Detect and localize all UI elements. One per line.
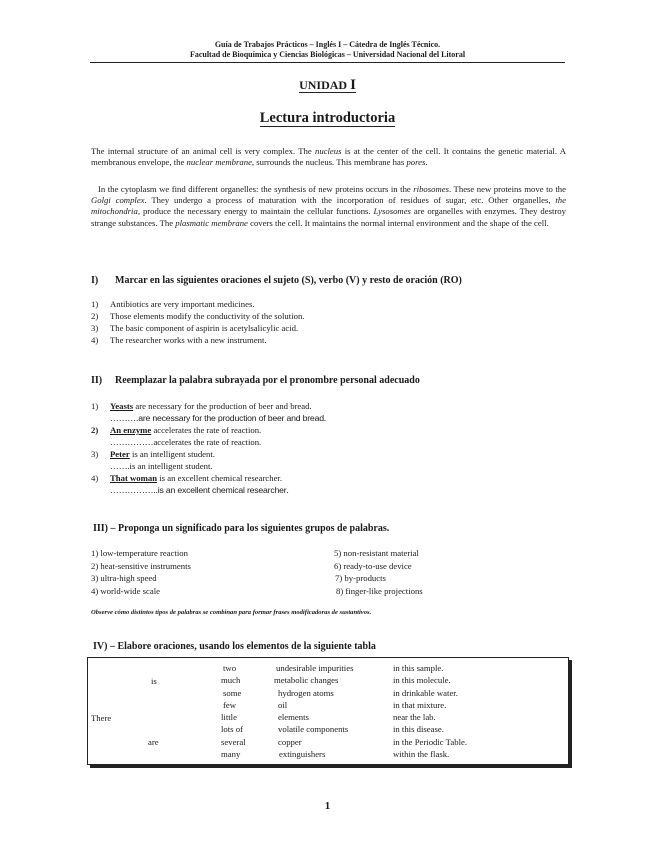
table-places: in this sample. in this molecule. in drinkable water. in that mixture. near the lab. in this disease. in the Periodic Table. within the flask. — [393, 663, 468, 760]
phrase-item: 6) ready-to-use device — [334, 560, 412, 571]
table-verb-are: are — [148, 737, 159, 747]
section-1-item: 4) The researcher works with a new instrument. — [91, 335, 267, 345]
table-verb-is: is — [151, 676, 157, 686]
table-quantifiers: two much some few little lots of several many — [221, 663, 246, 760]
section-1-item: 3) The basic component of aspirin is acetylsalicylic acid. — [91, 323, 299, 333]
reading-title: Lectura introductoria — [259, 110, 396, 126]
section-3-right-list — [334, 547, 423, 597]
phrase-item: 4) world-wide scale — [91, 585, 160, 596]
section-2-answer: ……….are necessary for the production of beer and bread. — [110, 413, 326, 423]
section-3-title: III) – Proponga un significado para los siguientes grupos de palabras. — [93, 523, 390, 534]
section-3-left-list — [91, 547, 191, 597]
section-2-answer: …….is an intelligent student. — [110, 461, 213, 471]
phrase-item: 3) ultra-high speed — [91, 573, 157, 583]
unit-number: I — [350, 77, 356, 93]
section-2-item: 1) Yeasts are necessary for the production of beer and bread. — [91, 401, 312, 411]
phrase-item: 7) by-products — [335, 573, 386, 583]
unit-title — [0, 77, 655, 94]
section-1-item: 1) Antibiotics are very important medicines. — [91, 299, 255, 309]
phrase-item: 1) low-temperature reaction — [91, 548, 188, 558]
page-number: 1 — [324, 800, 331, 812]
section-2-item: 3) Peter is an intelligent student. — [91, 449, 215, 459]
table-there: There — [91, 713, 112, 723]
section-1-item: 2) Those elements modify the conductivity of the solution. — [91, 311, 305, 321]
reading-paragraph-1: The internal structure of an animal cell is very complex. The nucleus is at the center of the cell. It contains the genetic material. A membranous envelope, the nuclear membrane, surrounds the nucleus. This membrane has pores. — [91, 146, 567, 168]
phrase-item: 5) non-resistant material — [334, 548, 419, 558]
section-2-answer: ……………..is an excellent chemical researcher. — [110, 485, 289, 495]
section-2-answer: ……………accelerates the rate of reaction. — [110, 437, 262, 447]
section-3-note: Observe cómo distintos tipos de palabras se combinan para formar frases modificadoras de sustantivos. — [91, 609, 372, 616]
section-1-title: I) Marcar en las siguientes oraciones el sujeto (S), verbo (V) y resto de oración (RO) — [91, 275, 462, 286]
header-line-1: Guía de Trabajos Prácticos – Inglés I – Cátedra de Inglés Técnico. — [214, 40, 441, 49]
section-4-title: IV) – Elabore oraciones, usando los elementos de la siguiente tabla — [93, 641, 376, 652]
header-rule — [90, 62, 565, 63]
section-2-item: 4) That woman is an excellent chemical researcher. — [91, 473, 283, 483]
phrase-item: 8) finger-like projections — [336, 585, 423, 596]
reading-paragraph-2: In the cytoplasm we find different organelles: the synthesis of new proteins occurs in the ribosomes. These new proteins move to the Golgi complex. They undergo a process of maturation with the incorporation of residues of sugar, etc. Other organelles, the mitochondria, produce the necessary energy to maintain the cellular functions. Lysosomes are organelles with enzymes. They destroy strange substances. The plasmatic membrane covers the cell. It maintains the normal internal environment and the shape of the cell. — [91, 184, 566, 228]
section-2-item: 2) An enzyme accelerates the rate of reaction. — [91, 425, 262, 435]
header-line-2: Facultad de Bioquímica y Ciencias Biológicas – Universidad Nacional del Litoral — [189, 50, 466, 59]
section-2-title: II) Reemplazar la palabra subrayada por el pronombre personal adecuado — [91, 375, 420, 386]
table-nouns: undesirable impurities metabolic changes hydrogen atoms oil elements volatile components copper extinguishers — [274, 663, 354, 760]
unit-label: UNIDAD — [299, 78, 348, 92]
phrase-item: 2) heat-sensitive instruments — [91, 560, 191, 571]
